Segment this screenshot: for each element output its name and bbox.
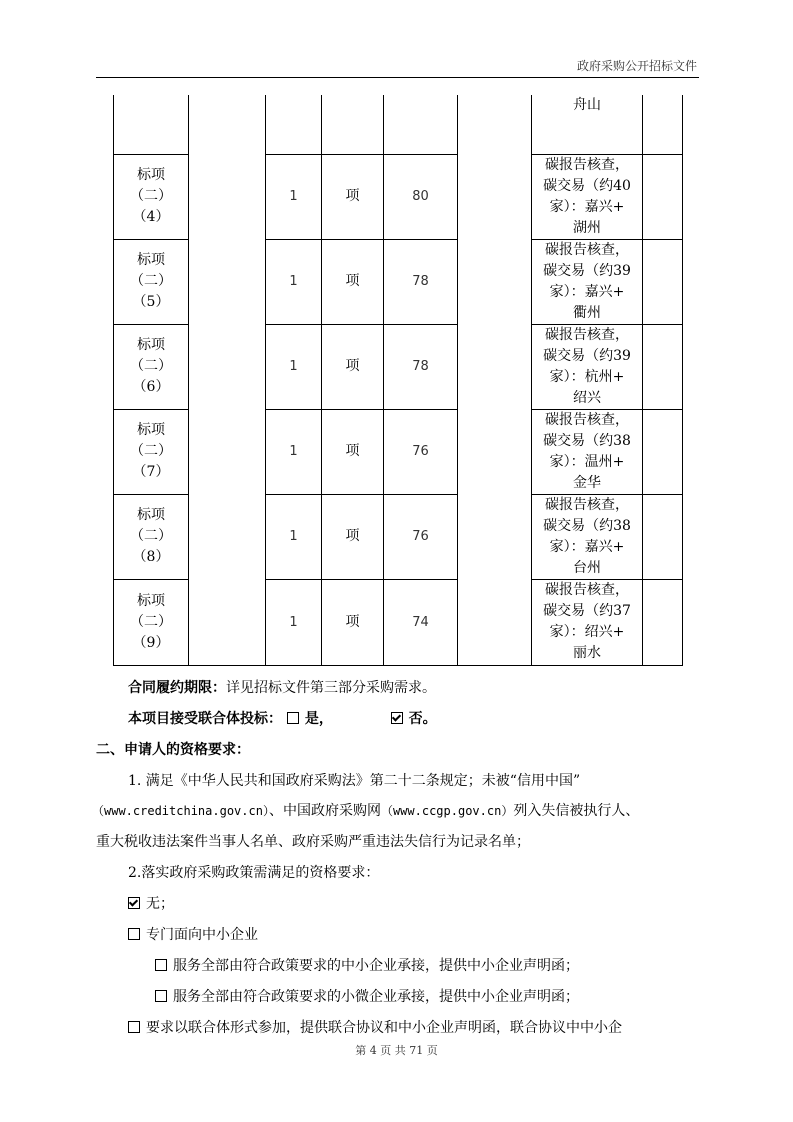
row-unit: 项 <box>322 494 384 579</box>
option-none: 无； <box>128 894 174 914</box>
row-desc: 碳报告核查， 碳交易（约39 家）：嘉兴+ 衢州 <box>532 239 643 324</box>
row-label: 标项 （二） （7） <box>114 409 189 494</box>
row-label: 标项 （二） （9） <box>114 579 189 665</box>
option-none-checkbox <box>128 897 140 909</box>
row-desc: 碳报告核查， 碳交易（约37 家）：绍兴+ 丽水 <box>532 579 643 665</box>
option-sme-a: 服务全部由符合政策要求的中小企业承接，提供中小企业声明函； <box>155 956 579 976</box>
option-sme: 专门面向中小企业 <box>128 925 258 945</box>
req1-line3: 重大税收违法案件当事人名单、政府采购严重违法失信行为记录名单； <box>96 834 530 850</box>
req1-line2: （www.creditchina.gov.cn）、中国政府采购网（www.ccgp.gov.cn）列入失信被执行人、 <box>92 803 640 819</box>
page-header <box>96 52 699 78</box>
row-desc: 碳报告核查， 碳交易（约39 家）：杭州+ 绍兴 <box>532 324 643 409</box>
option-consortium: 要求以联合体形式参加，提供联合协议和中小企业声明函，联合协议中中小企 <box>128 1018 622 1038</box>
row-unit: 项 <box>322 409 384 494</box>
option-sme-b-checkbox <box>155 990 167 1002</box>
table-row <box>114 95 683 154</box>
row-price: 80 <box>384 154 458 239</box>
row-price: 76 <box>384 409 458 494</box>
row-unit: 项 <box>322 239 384 324</box>
row-price: 78 <box>384 324 458 409</box>
row-desc: 碳报告核查， 碳交易（约38 家）：嘉兴+ 台州 <box>532 494 643 579</box>
table-row <box>114 494 683 579</box>
row-unit: 项 <box>322 154 384 239</box>
row-qty: 1 <box>266 409 322 494</box>
option-sme-b: 服务全部由符合政策要求的小微企业承接，提供中小企业声明函； <box>155 987 579 1007</box>
row-price: 74 <box>384 579 458 665</box>
option-consortium-checkbox <box>128 1021 140 1033</box>
row-unit: 项 <box>322 324 384 409</box>
first-row-note: 舟山 <box>532 95 643 154</box>
consortium-line: 本项目接受联合体投标： 是， 否。 <box>128 711 437 727</box>
section2-title: 二、申请人的资格要求： <box>96 742 250 758</box>
row-price: 78 <box>384 239 458 324</box>
row-qty: 1 <box>266 494 322 579</box>
row-label: 标项 （二） （5） <box>114 239 189 324</box>
consortium-no-checkbox <box>391 712 403 724</box>
row-qty: 1 <box>266 579 322 665</box>
items-table <box>113 95 683 666</box>
consortium-yes-checkbox <box>287 712 299 724</box>
row-label: 标项 （二） （8） <box>114 494 189 579</box>
header-title: 政府采购公开招标文件 <box>576 59 697 73</box>
row-price: 76 <box>384 494 458 579</box>
option-sme-a-checkbox <box>155 959 167 971</box>
req1-line1: 1. 满足《中华人民共和国政府采购法》第二十二条规定；未被“信用中国” <box>128 773 581 789</box>
row-qty: 1 <box>266 239 322 324</box>
page-footer: 第 4 页 共 71 页 <box>355 1044 438 1057</box>
row-label: 标项 （二） （6） <box>114 324 189 409</box>
row-desc: 碳报告核查， 碳交易（约40 家）：嘉兴+ 湖州 <box>532 154 643 239</box>
row-qty: 1 <box>266 324 322 409</box>
row-unit: 项 <box>322 579 384 665</box>
contract-period: 合同履约期限：详见招标文件第三部分采购需求。 <box>128 680 436 696</box>
option-sme-checkbox <box>128 928 140 940</box>
req2-title: 2.落实政府采购政策需满足的资格要求： <box>128 865 380 881</box>
table-row <box>114 239 683 324</box>
row-label: 标项 （二） （4） <box>114 154 189 239</box>
table-row <box>114 324 683 409</box>
table-row <box>114 154 683 239</box>
row-desc: 碳报告核查， 碳交易（约38 家）：温州+ 金华 <box>532 409 643 494</box>
row-qty: 1 <box>266 154 322 239</box>
table-row <box>114 579 683 665</box>
table-row <box>114 409 683 494</box>
